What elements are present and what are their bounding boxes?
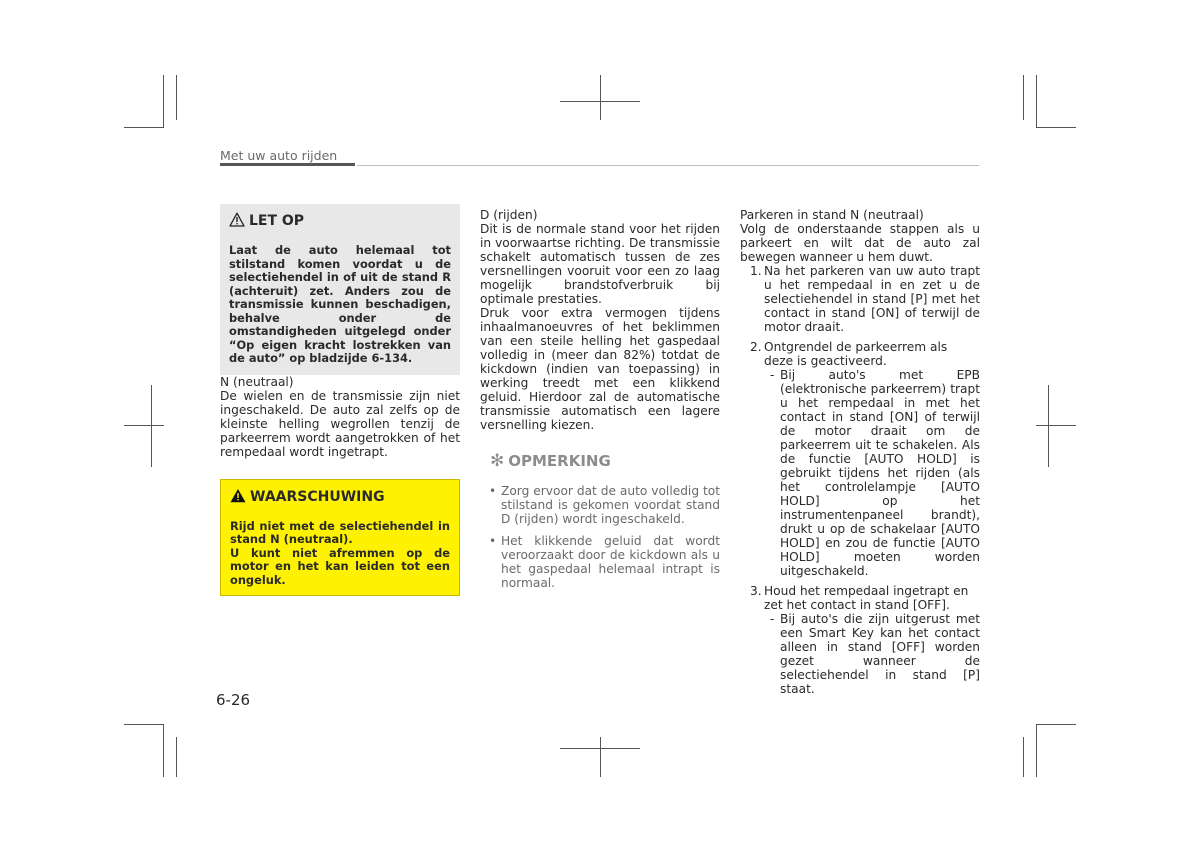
parking-substep xyxy=(770,368,980,578)
column-right xyxy=(740,208,980,696)
section-header-title: Met uw auto rijden xyxy=(220,148,338,163)
bullet-dot: • xyxy=(489,484,497,498)
substep-text: Bij auto's met EPB (elektronische parkeerrem) trapt u het rempedaal in met het contact in stand [ON] of terwijl de motor draait om de parkeerrem uit te schakelen. Als de functie [AUTO HOLD] is gebruikt tijdens het rijden (als het controlelampje [AUTO HOLD] op het instrumentenpaneel brandt), drukt u op de schakelaar [AUTO HOLD] en zou de functie [AUTO HOLD] moeten worden uitgeschakeld. xyxy=(780,368,980,578)
substep-text: Bij auto's die zijn uitgerust met een Smart Key kan het contact alleen in stand [OFF] worden gezet wanneer de selectiehendel in stand [P] staat. xyxy=(780,612,980,696)
parking-step xyxy=(750,584,980,612)
warning-heading xyxy=(230,488,450,506)
step-text: Na het parkeren van uw auto trapt u het rempedaal in en zet u de selectiehendel in stand [P] met het contact in stand [ON] of terwijl de motor draait. xyxy=(764,264,980,334)
warning-triangle-outline-icon xyxy=(229,212,249,230)
drive-para-1: Dit is de normale stand voor het rijden in voorwaartse richting. De transmissie schakelt automatisch tussen de zes versnellingen vooruit voor een zo laag mogelijk brandstofverbruik bij optimale prestaties. xyxy=(480,222,720,306)
header-rule xyxy=(357,165,979,166)
note-bullet-item xyxy=(489,484,720,526)
caution-box xyxy=(220,204,460,375)
step-text: Ontgrendel de parkeerrem als deze is geactiveerd. xyxy=(764,340,948,368)
dash-marker: - xyxy=(770,612,775,626)
step-number: 1. xyxy=(750,264,762,278)
drive-para-2: Druk voor extra vermogen tijdens inhaalmanoeuvres of het beklimmen van een steile helling het gaspedaal volledig in (meer dan 82%) totdat de kickdown (indien van toepassing) in werking treedt met een klikkend geluid. Hierdoor zal de automatische transmissie automatisch een lagere versnelling kiezen. xyxy=(480,306,720,432)
warning-title: WAARSCHUWING xyxy=(250,488,385,505)
note-heading xyxy=(490,451,720,471)
neutral-body: De wielen en de transmissie zijn niet ingeschakeld. De auto zal zelfs op de kleinste helling wegrollen tenzij de parkeerrem wordt aangetrokken of het rempedaal wordt ingetrapt. xyxy=(220,388,460,459)
parking-heading: Parkeren in stand N (neutraal) xyxy=(740,208,924,222)
step-number: 3. xyxy=(750,584,762,598)
asterisk-icon: ✻ xyxy=(490,451,505,471)
note-bullet-item xyxy=(489,534,720,590)
note-bullet-text: Het klikkende geluid dat wordt veroorzaakt door de kickdown als u het gaspedaal helemaal intrapt is normaal. xyxy=(501,534,720,590)
caution-title: LET OP xyxy=(249,213,305,229)
header-accent-bar xyxy=(220,163,355,166)
column-middle xyxy=(480,208,720,598)
caution-text: Laat de auto helemaal tot stilstand komen voordat u de selectiehendel in of uit de stand R (achteruit) zet. Anders zou de transmissie kunnen beschadigen, behalve onder de omstandigheden uitgelegd onder “Op eigen kracht lostrekken van de auto” op bladzijde 6-134. xyxy=(229,243,451,365)
warning-box xyxy=(220,479,460,597)
caution-heading xyxy=(229,212,451,230)
parking-substep xyxy=(770,612,980,696)
drive-heading: D (rijden) xyxy=(480,208,538,222)
warning-triangle-filled-icon xyxy=(230,488,250,506)
column-left xyxy=(220,204,460,596)
page-number: 6-26 xyxy=(216,691,251,709)
bullet-dot: • xyxy=(489,534,497,548)
parking-intro: Volg de onderstaande stappen als u parkeert en wilt dat de auto zal bewegen wanneer u hem duwt. xyxy=(740,222,980,264)
parking-step xyxy=(750,340,980,368)
warning-line-1: Rijd niet met de selectiehendel in stand N (neutraal). xyxy=(230,518,450,546)
parking-step xyxy=(750,264,980,334)
dash-marker: - xyxy=(770,368,775,382)
step-number: 2. xyxy=(750,340,762,354)
neutral-heading: N (neutraal) xyxy=(220,374,294,389)
warning-line-2: U kunt niet afremmen op de motor en het kan leiden tot een ongeluk. xyxy=(230,545,450,587)
step-text: Houd het rempedaal ingetrapt en zet het contact in stand [OFF]. xyxy=(764,584,969,612)
note-bullet-text: Zorg ervoor dat de auto volledig tot stilstand is gekomen voordat stand D (rijden) wordt ingeschakeld. xyxy=(501,484,720,526)
note-title: OPMERKING xyxy=(508,452,611,470)
